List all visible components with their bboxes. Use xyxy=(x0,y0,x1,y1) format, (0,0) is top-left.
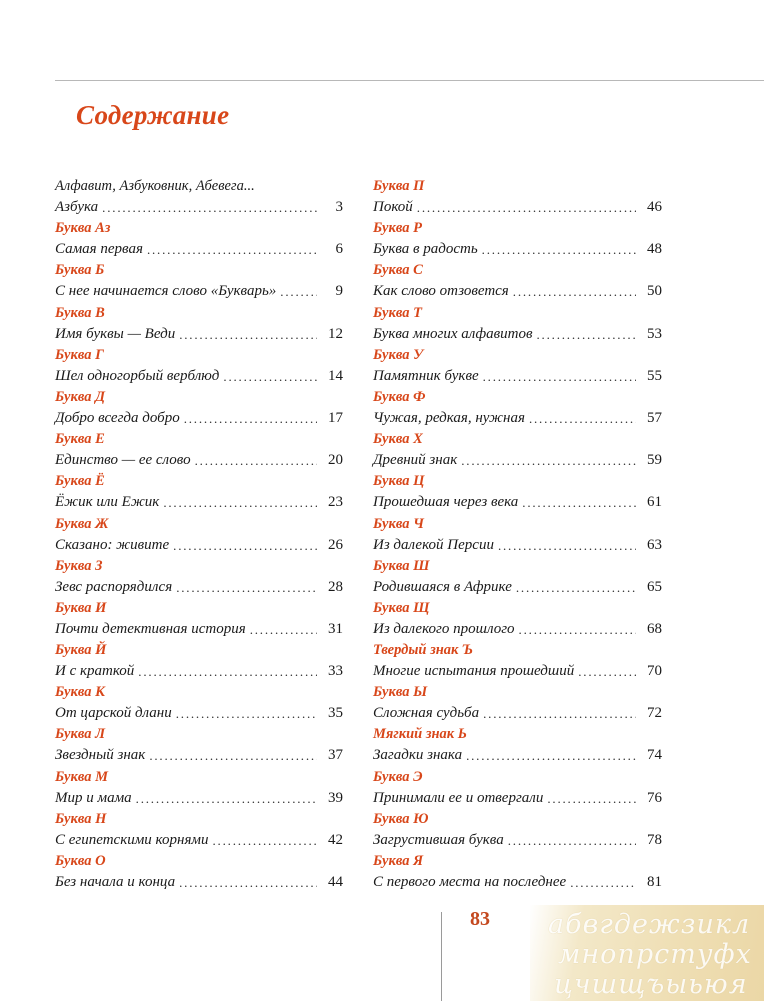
chapter-title: Самая первая xyxy=(55,241,143,258)
dot-leader xyxy=(173,535,317,556)
toc-entry xyxy=(55,471,343,513)
section-heading: Буква Ю xyxy=(373,810,429,827)
chapter-title: Прошедшая через века xyxy=(373,494,519,511)
chapter-title: Загадки знака xyxy=(373,747,463,764)
section-heading: Буква Х xyxy=(373,431,423,448)
alphabet-line: цчшщъыьюя xyxy=(554,969,748,1000)
toc-line xyxy=(55,830,343,851)
page-ref: 12 xyxy=(328,325,343,342)
toc-right-column xyxy=(373,176,662,893)
toc-entry xyxy=(55,514,343,556)
toc-entry xyxy=(55,176,343,218)
chapter-title: Из далекой Персии xyxy=(373,536,494,553)
section-heading: Твердый знак Ъ xyxy=(373,642,474,659)
dot-leader xyxy=(461,450,636,471)
page-ref: 46 xyxy=(647,199,662,215)
chapter-title: Единство — ее слово xyxy=(55,452,191,469)
toc-entry xyxy=(55,303,343,345)
toc-line xyxy=(55,197,343,218)
section-heading: Алфавит, Азбуковник, Абевега... xyxy=(55,178,255,194)
chapter-title: Почти детективная история xyxy=(55,620,246,637)
dot-leader xyxy=(529,408,636,429)
section-heading: Буква Л xyxy=(55,726,106,743)
chapter-title: Как слово отзовется xyxy=(373,283,509,300)
toc-line xyxy=(55,281,343,302)
toc-entry xyxy=(55,345,343,387)
section-heading: Буква Щ xyxy=(373,599,430,616)
section-heading: Буква Ы xyxy=(373,684,428,701)
page-ref: 48 xyxy=(647,241,662,258)
section-heading: Буква М xyxy=(55,768,108,785)
dot-leader xyxy=(417,197,636,218)
page-ref: 59 xyxy=(647,452,662,469)
page-ref: 14 xyxy=(328,367,343,384)
toc-line xyxy=(373,745,662,766)
page-ref: 74 xyxy=(647,747,662,764)
page-ref: 44 xyxy=(328,874,343,890)
chapter-title: Добро всегда добро xyxy=(55,409,180,426)
chapter-title: Многие испытания прошедший xyxy=(373,663,575,680)
section-heading: Буква И xyxy=(55,599,107,616)
page-ref: 65 xyxy=(647,578,662,595)
dot-leader xyxy=(519,619,636,640)
toc-entry xyxy=(373,809,662,851)
page-ref: 39 xyxy=(328,789,343,806)
page-ref: 57 xyxy=(647,409,662,426)
chapter-title: Из далекого прошлого xyxy=(373,620,515,637)
section-heading: Буква У xyxy=(373,346,424,363)
dot-leader xyxy=(280,281,317,302)
toc-line xyxy=(55,745,343,766)
dot-leader xyxy=(522,492,636,513)
toc-entry xyxy=(55,260,343,302)
toc-entry xyxy=(55,682,343,724)
toc-line xyxy=(55,619,343,640)
page-number: 83 xyxy=(470,908,490,930)
dot-leader xyxy=(516,577,636,598)
dot-leader xyxy=(223,366,317,387)
toc-line xyxy=(55,366,343,387)
toc-entry xyxy=(373,303,662,345)
toc-entry xyxy=(373,724,662,766)
chapter-title: Загрустившая буква xyxy=(373,831,504,848)
page-ref: 50 xyxy=(647,283,662,300)
toc-entry xyxy=(373,767,662,809)
top-rule xyxy=(55,80,764,81)
page-ref: 20 xyxy=(328,452,343,469)
page-ref: 33 xyxy=(328,663,343,680)
chapter-title: Сложная судьба xyxy=(373,705,480,722)
toc-line xyxy=(55,535,343,556)
dot-leader xyxy=(213,830,318,851)
dot-leader xyxy=(498,535,636,556)
chapter-title: Покой xyxy=(373,199,413,215)
toc-entry xyxy=(55,429,343,471)
toc-line xyxy=(55,450,343,471)
page-ref: 70 xyxy=(647,663,662,680)
dot-leader xyxy=(570,872,636,893)
page-ref: 68 xyxy=(647,620,662,637)
toc-entry xyxy=(373,851,662,893)
chapter-title: Мир и мама xyxy=(55,789,132,806)
chapter-title: Звездный знак xyxy=(55,747,146,764)
toc-line xyxy=(55,788,343,809)
section-heading: Буква Ё xyxy=(55,473,105,490)
section-heading: Буква Я xyxy=(373,853,424,869)
dot-leader xyxy=(176,577,317,598)
chapter-title: От царской длани xyxy=(55,705,172,722)
page-ref: 61 xyxy=(647,494,662,511)
section-heading: Буква С xyxy=(373,262,423,279)
dot-leader xyxy=(547,788,636,809)
dot-leader xyxy=(195,450,317,471)
toc-line xyxy=(55,492,343,513)
dot-leader xyxy=(147,239,317,260)
toc-line xyxy=(373,450,662,471)
section-heading: Буква Б xyxy=(55,262,105,279)
toc-line xyxy=(55,239,343,260)
section-heading: Буква Р xyxy=(373,220,422,237)
page-ref: 17 xyxy=(328,409,343,426)
page-ref: 76 xyxy=(647,789,662,806)
toc-line xyxy=(373,703,662,724)
toc-entry xyxy=(55,851,343,893)
toc-entry xyxy=(373,640,662,682)
toc-entry xyxy=(373,345,662,387)
toc-entry xyxy=(55,556,343,598)
toc-line xyxy=(373,830,662,851)
toc-entry xyxy=(55,767,343,809)
toc-entry xyxy=(373,176,662,218)
toc-entry xyxy=(373,556,662,598)
page-ref: 31 xyxy=(328,620,343,637)
chapter-title: Буква в радость xyxy=(373,241,478,258)
toc-entry xyxy=(55,640,343,682)
page-ref: 28 xyxy=(328,578,343,595)
alphabet-decoration xyxy=(530,905,764,1001)
dot-leader xyxy=(102,197,317,218)
dot-leader xyxy=(163,492,317,513)
dot-leader xyxy=(513,281,636,302)
chapter-title: Родившаяся в Африке xyxy=(373,578,512,595)
chapter-title: Чужая, редкая, нужная xyxy=(373,409,525,426)
chapter-title: И с краткой xyxy=(55,663,135,680)
dot-leader xyxy=(537,324,637,345)
chapter-title: Принимали ее и отвергали xyxy=(373,789,544,806)
section-heading: Буква Й xyxy=(55,642,107,659)
section-heading: Буква Е xyxy=(55,431,105,448)
section-heading: Буква К xyxy=(55,684,105,701)
toc-left-column xyxy=(55,176,343,893)
toc-line xyxy=(55,703,343,724)
dot-leader xyxy=(578,661,636,682)
section-heading: Буква Э xyxy=(373,768,423,785)
section-heading: Буква Ш xyxy=(373,557,430,574)
toc-entry xyxy=(373,218,662,260)
toc-line xyxy=(55,324,343,345)
toc-line xyxy=(373,788,662,809)
chapter-title: С египетскими корнями xyxy=(55,831,209,848)
chapter-title: Сказано: живите xyxy=(55,536,170,553)
toc-line xyxy=(373,872,662,893)
chapter-title: Буква многих алфавитов xyxy=(373,325,533,342)
dot-leader xyxy=(250,619,317,640)
dot-leader xyxy=(466,745,636,766)
toc-entry xyxy=(55,218,343,260)
toc-line xyxy=(55,661,343,682)
page-ref: 72 xyxy=(647,705,662,722)
toc-line xyxy=(373,535,662,556)
chapter-title: Ёжик или Ежик xyxy=(55,494,160,511)
section-heading: Буква З xyxy=(55,557,103,574)
page-ref: 26 xyxy=(328,536,343,553)
dot-leader xyxy=(483,366,636,387)
dot-leader xyxy=(508,830,636,851)
toc-entry xyxy=(373,471,662,513)
dot-leader xyxy=(179,324,317,345)
page-ref: 35 xyxy=(328,705,343,722)
page-ref: 78 xyxy=(647,831,662,848)
page-ref: 6 xyxy=(335,241,343,258)
chapter-title: Шел одногорбый верблюд xyxy=(55,367,220,384)
section-heading: Буква П xyxy=(373,178,425,194)
chapter-title: Зевс распорядился xyxy=(55,578,173,595)
toc-line xyxy=(373,324,662,345)
page-ref: 53 xyxy=(647,325,662,342)
dot-leader xyxy=(483,703,636,724)
page-ref: 3 xyxy=(335,199,343,215)
footer-divider xyxy=(441,912,442,1001)
dot-leader xyxy=(138,661,317,682)
dot-leader xyxy=(136,788,317,809)
alphabet-line: абвгдежзикл xyxy=(548,909,751,940)
toc-line xyxy=(373,661,662,682)
section-heading: Буква Г xyxy=(55,346,104,363)
toc-line xyxy=(373,619,662,640)
toc-entry xyxy=(373,682,662,724)
page-ref: 63 xyxy=(647,536,662,553)
chapter-title: С нее начинается слово «Букварь» xyxy=(55,283,277,300)
chapter-title: Памятник букве xyxy=(373,367,479,384)
chapter-title: Имя буквы — Веди xyxy=(55,325,176,342)
toc-line xyxy=(55,577,343,598)
toc-line xyxy=(373,197,662,218)
toc-line xyxy=(373,366,662,387)
page-ref: 37 xyxy=(328,747,343,764)
toc-entry xyxy=(55,387,343,429)
section-heading: Буква В xyxy=(55,304,105,321)
section-heading: Буква Ц xyxy=(373,473,425,490)
section-heading: Буква Д xyxy=(55,388,105,405)
page-ref: 42 xyxy=(328,831,343,848)
dot-leader xyxy=(149,745,317,766)
section-heading: Буква Ж xyxy=(55,515,109,532)
toc-entry xyxy=(373,387,662,429)
toc-line xyxy=(55,872,343,893)
page-title: Содержание xyxy=(76,100,230,130)
alphabet-line: мнопрстуфх xyxy=(558,939,752,970)
dot-leader xyxy=(176,703,317,724)
page-ref: 81 xyxy=(647,874,662,890)
section-heading: Буква Ф xyxy=(373,388,426,405)
chapter-title: С первого места на последнее xyxy=(373,874,567,890)
section-heading: Буква О xyxy=(55,853,106,869)
toc-line xyxy=(373,281,662,302)
section-heading: Буква Аз xyxy=(55,220,111,237)
chapter-title: Без начала и конца xyxy=(55,874,176,890)
dot-leader xyxy=(184,408,317,429)
section-heading: Буква Н xyxy=(55,810,107,827)
toc-entry xyxy=(55,598,343,640)
section-heading: Буква Ч xyxy=(373,515,424,532)
page-ref: 55 xyxy=(647,367,662,384)
chapter-title: Древний знак xyxy=(373,452,458,469)
toc-line xyxy=(373,408,662,429)
toc-entry xyxy=(373,429,662,471)
chapter-title: Азбука xyxy=(55,199,99,215)
toc-entry xyxy=(55,724,343,766)
toc-line xyxy=(373,577,662,598)
toc-entry xyxy=(373,598,662,640)
page-ref: 9 xyxy=(335,283,343,300)
toc-line xyxy=(373,492,662,513)
section-heading: Буква Т xyxy=(373,304,422,321)
toc-line xyxy=(55,408,343,429)
dot-leader xyxy=(179,872,317,893)
toc-line xyxy=(373,239,662,260)
dot-leader xyxy=(482,239,636,260)
toc-entry xyxy=(373,260,662,302)
page-ref: 23 xyxy=(328,494,343,511)
section-heading: Мягкий знак Ь xyxy=(373,726,467,743)
toc-entry xyxy=(373,514,662,556)
toc-entry xyxy=(55,809,343,851)
